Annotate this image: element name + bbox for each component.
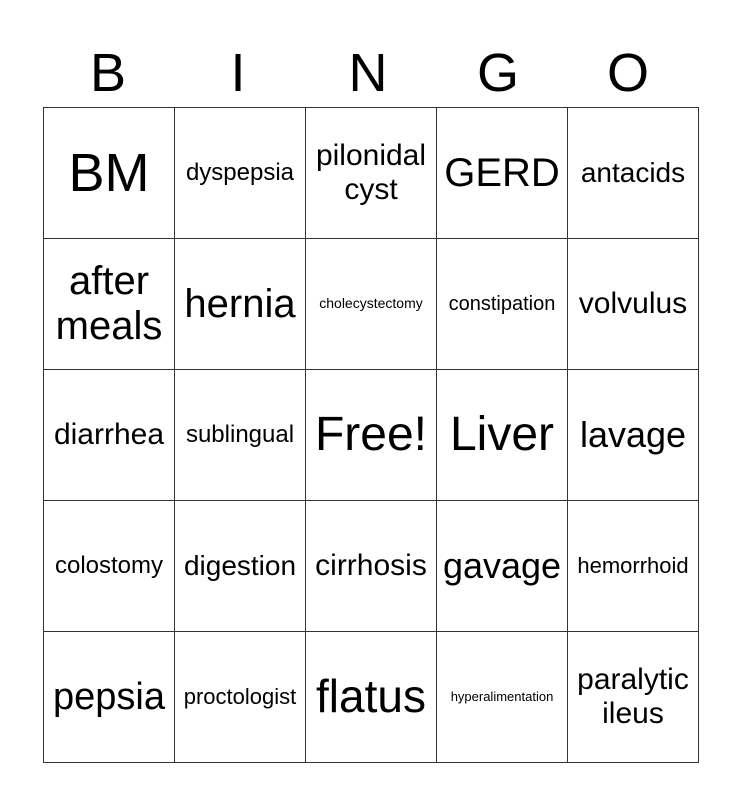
board-cell: proctologist <box>175 632 306 763</box>
board-cell: pilonidal cyst <box>306 108 437 239</box>
header-letter-o: O <box>606 43 649 103</box>
board-cell: antacids <box>568 108 699 239</box>
board-cell: flatus <box>306 632 437 763</box>
board-cell: digestion <box>175 501 306 632</box>
board-cell: constipation <box>437 239 568 370</box>
bingo-header <box>43 38 693 108</box>
board-cell: hernia <box>175 239 306 370</box>
header-letter-n: N <box>348 43 388 103</box>
board-cell: Liver <box>437 370 568 501</box>
board-row <box>44 501 699 632</box>
board-cell: BM <box>44 108 175 239</box>
board-row <box>44 370 699 501</box>
board-cell: gavage <box>437 501 568 632</box>
board-cell: sublingual <box>175 370 306 501</box>
board-cell: cirrhosis <box>306 501 437 632</box>
board-cell: cholecystectomy <box>306 239 437 370</box>
bingo-board <box>43 107 699 763</box>
board-cell: volvulus <box>568 239 699 370</box>
board-cell: dyspepsia <box>175 108 306 239</box>
header-letter-g: G <box>476 43 519 103</box>
header-letter-i: I <box>230 43 246 103</box>
board-cell: GERD <box>437 108 568 239</box>
board-cell: diarrhea <box>44 370 175 501</box>
free-space-cell: Free! <box>306 370 437 501</box>
board-cell: colostomy <box>44 501 175 632</box>
board-cell: hemorrhoid <box>568 501 699 632</box>
board-cell: pepsia <box>44 632 175 763</box>
header-letter-b: B <box>89 43 127 103</box>
board-row <box>44 632 699 763</box>
board-cell: hyperalimentation <box>437 632 568 763</box>
board-cell: lavage <box>568 370 699 501</box>
board-cell: paralytic ileus <box>568 632 699 763</box>
board-row <box>44 108 699 239</box>
board-row <box>44 239 699 370</box>
board-cell: after meals <box>44 239 175 370</box>
